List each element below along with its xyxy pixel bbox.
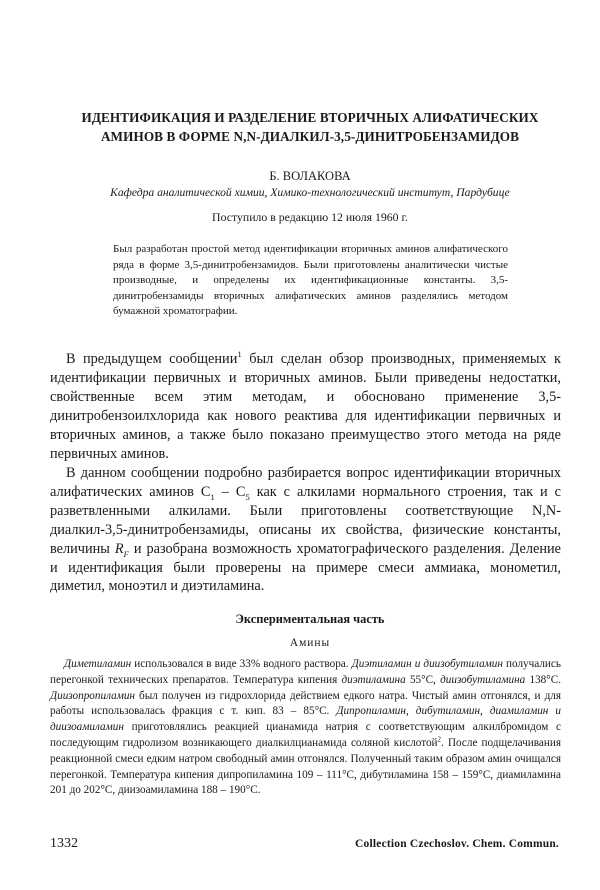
para3-text-5: был получен из гидрохлорида действием едкого натра. Чистый амин отгонялся, и для работы использовалась фракция с т. кип. 83 – 85°C. <box>50 689 561 718</box>
paragraph-intro <box>50 350 561 463</box>
compound-diethylamine: диэтиламина <box>341 673 406 686</box>
para3-text-2: получались перегонкой технических препаратов. Температура кипения <box>50 658 561 686</box>
para2-text-a: В данном сообщении подробно разбирается вопрос идентификации вторичных алифатических аминов C <box>50 465 561 500</box>
subscript-1: 1 <box>210 491 215 502</box>
para3-text-7: . После подщелачивания реакционной смеси едким натром свободный амин отгонялся. Полученный таким образом амин очищался перегонкой. Температура кипения дипропиламина 109 – 111°C, дибутиламина 158 – 159°C, диамиламина 201 до 202°C, диизоамиламина 188 – 190°C. <box>50 736 561 797</box>
rf-symbol: R <box>114 540 124 557</box>
page-number: 1332 <box>50 836 78 851</box>
para3-text-4: 138°C. <box>525 673 561 686</box>
subscript-5: 5 <box>245 491 250 502</box>
reference-1: 1 <box>237 349 242 360</box>
para3-text-3: 55°C, <box>405 673 441 686</box>
para1-text-b: был сделан обзор производных, применяемых к идентификации первичных и вторичных аминов. Были приведены недостатки, свойственные всем этим методам, и обосновано применение 3,5-динитробензоилхлорида как нового реактива для идентификации первичных и вторичных аминов, а также было показано преимущество этого метода на ряде первичных аминов. <box>50 351 561 462</box>
title-line-1: ИДЕНТИФИКАЦИЯ И РАЗДЕЛЕНИЕ ВТОРИЧНЫХ АЛИФАТИЧЕСКИХ <box>81 110 539 125</box>
abstract: Был разработан простой метод идентификации вторичных аминов алифатического ряда в форме 3,5-динитробензамидов. Были приготовлены аналитически чистые производные, и определены их идентификационные константы. 3,5-динитробензамиды вторичных алифатических аминов разделялись методом бумажной хроматографии. <box>113 243 508 318</box>
para3-text-6: приготовлялись реакцией цианамида натрия с соответствующим алкилбромидом с последующим гидролизом возникающего диалкилцианамида соляной кислотой <box>50 721 561 749</box>
author: Б. ВОЛАКОВА <box>269 169 351 183</box>
title-line-2: АМИНОВ В ФОРМЕ N,N-ДИАЛКИЛ-3,5-ДИНИТРОБЕНЗАМИДОВ <box>100 129 520 144</box>
affiliation: Кафедра аналитической химии, Химико-технологический институт, Пардубице <box>110 186 510 199</box>
compound-dimethylamine: Диметиламин <box>64 658 132 670</box>
compound-diethyl-diisobutyl: Диэтиламин и диизобутиламин <box>351 658 503 670</box>
rf-subscript: F <box>123 548 129 559</box>
compound-diisopropylamine: Диизопропиламин <box>50 689 135 702</box>
para2-text-c: как с алкилами нормального строения, так и с разветвленными алкилами. Были приготовлены соответствующие N,N-диалкил-3,5-динитробензамиды, описаны их свойства, физические константы, величины <box>50 483 561 557</box>
journal-name: Collection Czechoslov. Chem. Commun. <box>355 838 559 850</box>
subsection-heading: Амины <box>289 637 331 649</box>
para1-text-a: В предыдущем сообщении <box>66 351 238 367</box>
section-heading: Экспериментальная часть <box>235 612 385 626</box>
paragraph-scope <box>50 464 561 596</box>
reference-2: 2 <box>437 735 442 744</box>
received-date: Поступило в редакцию 12 июля 1960 г. <box>212 210 408 224</box>
compound-group-amines: Дипропиламин, дибутиламин, диамиламин и диизоамиламин <box>50 705 561 734</box>
para3-text-1: использовался в виде 33% водного раствора. <box>131 658 352 670</box>
paragraph-amines <box>50 657 561 799</box>
para2-text-b: – C <box>214 483 246 500</box>
compound-diisobutylamine: диизобутиламина <box>440 673 526 686</box>
article-title <box>55 108 565 146</box>
para2-text-d: и разобрана возможность хроматографического разделения. Деление и идентификация были проверены на примере смеси аммиака, монометил, диметил, моноэтил и диэтиламина. <box>50 540 561 595</box>
